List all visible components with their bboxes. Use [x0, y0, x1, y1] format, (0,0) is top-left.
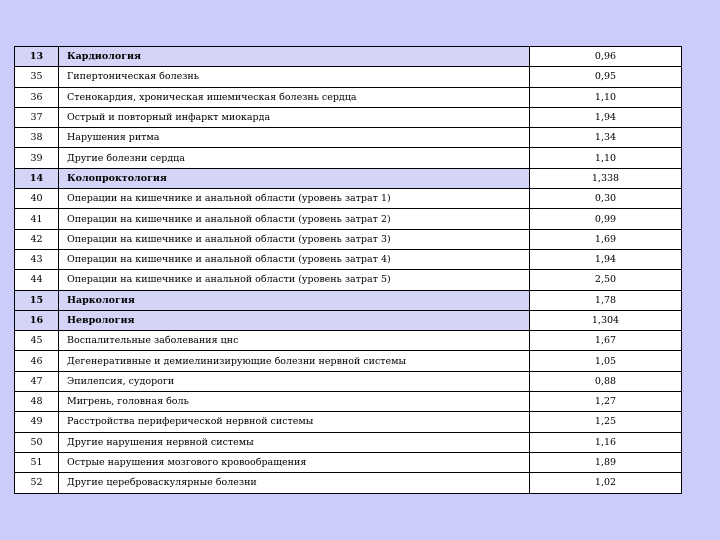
row-coefficient: 1,67 [530, 331, 682, 351]
row-coefficient: 2,50 [530, 270, 682, 290]
row-name: Воспалительные заболевания цнс [59, 331, 530, 351]
row-coefficient: 1,27 [530, 392, 682, 412]
table-row [15, 331, 682, 351]
row-code: 50 [15, 432, 59, 452]
row-name: Кардиология [59, 47, 530, 67]
row-code: 38 [15, 128, 59, 148]
table-wrapper [14, 46, 682, 494]
row-code: 15 [15, 290, 59, 310]
row-coefficient: 0,88 [530, 371, 682, 391]
table-row [15, 270, 682, 290]
row-name: Острый и повторный инфаркт миокарда [59, 107, 530, 127]
row-code: 46 [15, 351, 59, 371]
row-name: Операции на кишечнике и анальной области (уровень затрат 3) [59, 229, 530, 249]
row-name: Гипертоническая болезнь [59, 67, 530, 87]
table-row [15, 107, 682, 127]
row-coefficient: 1,34 [530, 128, 682, 148]
row-coefficient: 1,02 [530, 473, 682, 493]
row-code: 35 [15, 67, 59, 87]
row-name: Колопроктология [59, 168, 530, 188]
row-coefficient: 1,69 [530, 229, 682, 249]
table-row [15, 432, 682, 452]
row-coefficient: 0,95 [530, 67, 682, 87]
row-code: 16 [15, 310, 59, 330]
row-name: Другие нарушения нервной системы [59, 432, 530, 452]
row-name: Острые нарушения мозгового кровообращения [59, 452, 530, 472]
table-row [15, 128, 682, 148]
row-name: Расстройства периферической нервной системы [59, 412, 530, 432]
table-row [15, 148, 682, 168]
row-code: 41 [15, 209, 59, 229]
table-row [15, 67, 682, 87]
category-row [15, 310, 682, 330]
row-name: Операции на кишечнике и анальной области (уровень затрат 2) [59, 209, 530, 229]
row-code: 45 [15, 331, 59, 351]
row-coefficient: 1,338 [530, 168, 682, 188]
row-name: Операции на кишечнике и анальной области (уровень затрат 5) [59, 270, 530, 290]
table-row [15, 351, 682, 371]
row-coefficient: 1,16 [530, 432, 682, 452]
row-coefficient: 1,89 [530, 452, 682, 472]
row-name: Мигрень, головная боль [59, 392, 530, 412]
row-coefficient: 1,10 [530, 87, 682, 107]
row-code: 13 [15, 47, 59, 67]
row-code: 52 [15, 473, 59, 493]
row-code: 49 [15, 412, 59, 432]
row-coefficient: 1,10 [530, 148, 682, 168]
table-row [15, 473, 682, 493]
row-name: Наркология [59, 290, 530, 310]
row-code: 39 [15, 148, 59, 168]
table-row [15, 392, 682, 412]
row-name: Операции на кишечнике и анальной области (уровень затрат 1) [59, 189, 530, 209]
row-coefficient: 0,99 [530, 209, 682, 229]
row-code: 36 [15, 87, 59, 107]
row-coefficient: 1,05 [530, 351, 682, 371]
row-code: 51 [15, 452, 59, 472]
row-coefficient: 1,78 [530, 290, 682, 310]
table-row [15, 412, 682, 432]
row-name: Другие болезни сердца [59, 148, 530, 168]
row-code: 44 [15, 270, 59, 290]
row-coefficient: 1,94 [530, 107, 682, 127]
category-row [15, 290, 682, 310]
row-code: 43 [15, 249, 59, 269]
row-coefficient: 0,96 [530, 47, 682, 67]
table-row [15, 229, 682, 249]
row-name: Стенокардия, хроническая ишемическая болезнь сердца [59, 87, 530, 107]
row-name: Дегенеративные и демиелинизирующие болезни нервной системы [59, 351, 530, 371]
table-row [15, 87, 682, 107]
row-name: Другие цереброваскулярные болезни [59, 473, 530, 493]
table-body [15, 47, 682, 494]
row-coefficient: 1,304 [530, 310, 682, 330]
row-coefficient: 1,94 [530, 249, 682, 269]
row-code: 14 [15, 168, 59, 188]
table-row [15, 452, 682, 472]
coefficient-table [14, 46, 682, 494]
row-code: 42 [15, 229, 59, 249]
table-row [15, 371, 682, 391]
row-name: Операции на кишечнике и анальной области (уровень затрат 4) [59, 249, 530, 269]
row-coefficient: 1,25 [530, 412, 682, 432]
row-name: Эпилепсия, судороги [59, 371, 530, 391]
row-code: 37 [15, 107, 59, 127]
row-code: 40 [15, 189, 59, 209]
row-coefficient: 0,30 [530, 189, 682, 209]
row-name: Нарушения ритма [59, 128, 530, 148]
table-row [15, 249, 682, 269]
row-code: 48 [15, 392, 59, 412]
table-row [15, 189, 682, 209]
category-row [15, 168, 682, 188]
row-name: Неврология [59, 310, 530, 330]
row-code: 47 [15, 371, 59, 391]
category-row [15, 47, 682, 67]
table-row [15, 209, 682, 229]
